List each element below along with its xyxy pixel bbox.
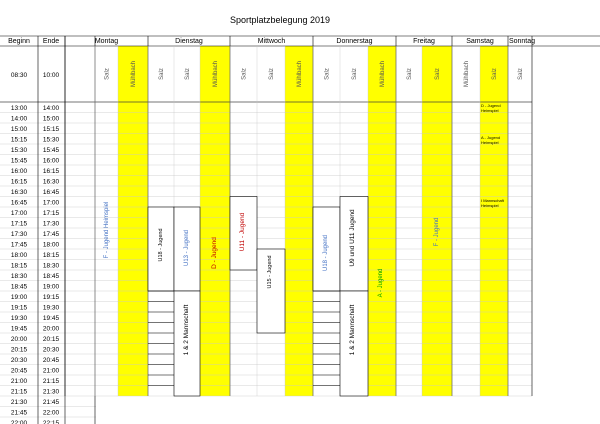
booking-f-jugend-fri: F - Jugend <box>434 217 440 247</box>
time-begin-26: 21:00 <box>10 378 28 385</box>
booking-f-jugend-mon: F - Jugend Heimspiel <box>104 201 110 259</box>
header-day-2: Mittwoch <box>257 38 286 45</box>
time-begin-24: 20:30 <box>10 357 28 364</box>
time-end-7: 16:30 <box>42 178 60 186</box>
time-end-3: 15:30 <box>42 136 60 144</box>
time-begin-3: 15:15 <box>10 136 28 144</box>
time-begin-18: 19:00 <box>10 294 28 301</box>
time-begin-20: 19:30 <box>10 315 28 322</box>
header-day-5: Samstag <box>466 38 494 45</box>
field-label-4: Mühlbach <box>213 60 219 88</box>
time-begin-15: 18:15 <box>10 262 28 270</box>
field-label-14: Salz <box>492 68 498 80</box>
field-label-1: Mühlbach <box>131 60 137 88</box>
field-label-6: Salz <box>269 68 275 80</box>
first-row-ende: 10:00 <box>42 72 60 79</box>
time-begin-4: 15:30 <box>10 147 28 154</box>
booking-u18-thu: U18 - Jugend <box>323 234 329 272</box>
time-end-24: 20:45 <box>42 357 60 364</box>
time-begin-30: 22:00 <box>10 420 28 424</box>
time-end-10: 17:15 <box>42 210 60 217</box>
time-end-9: 17:00 <box>42 199 60 207</box>
time-begin-12: 17:30 <box>10 231 28 238</box>
time-end-28: 21:45 <box>42 399 60 406</box>
header-day-3: Donnerstag <box>336 38 373 45</box>
booking-u18-tue: U18 - Jugend <box>158 228 164 262</box>
booking-mannschaft-tue: 1 & 2 Mannschaft <box>183 304 190 356</box>
time-end-6: 16:15 <box>42 168 60 175</box>
time-begin-29: 21:45 <box>10 409 28 417</box>
header-ende: Ende <box>42 38 60 45</box>
booking-u13-tue: U13 - Jugend <box>184 229 190 267</box>
booking-u15-wed: U15 - Jugend <box>267 255 273 289</box>
booking-d-jugend-sat-line1: D - Jugend <box>481 103 501 108</box>
time-end-19: 19:30 <box>42 304 60 312</box>
field-label-15: Salz <box>518 68 524 80</box>
field-label-9: Salz <box>352 68 358 80</box>
time-begin-19: 19:15 <box>10 304 28 312</box>
time-end-5: 16:00 <box>42 157 60 165</box>
time-end-26: 21:15 <box>42 378 60 385</box>
time-begin-2: 15:00 <box>10 126 28 133</box>
time-begin-22: 20:00 <box>10 336 28 343</box>
time-end-29: 22:00 <box>42 409 60 417</box>
time-end-8: 16:45 <box>42 189 60 196</box>
booking-a-jugend-sat-line1: A - Jugend <box>481 135 501 140</box>
time-begin-28: 21:30 <box>10 399 28 406</box>
time-end-25: 21:00 <box>42 367 60 375</box>
time-end-17: 19:00 <box>42 283 60 291</box>
booking-mannschaft-sat-line1: I Mannschaft <box>481 198 504 203</box>
time-end-21: 20:00 <box>42 325 60 333</box>
field-label-12: Salz <box>435 68 441 80</box>
booking-a-jugend-sat-line2: Heimspiel <box>481 140 499 145</box>
booking-u9-u11-thu: U9 und U11 Jugend <box>349 209 356 267</box>
time-begin-8: 16:30 <box>10 189 28 196</box>
field-label-2: Salz <box>159 68 165 80</box>
time-begin-5: 15:45 <box>10 157 28 165</box>
time-end-18: 19:15 <box>42 294 60 301</box>
time-end-20: 19:45 <box>42 315 60 322</box>
field-label-3: Salz <box>185 68 191 80</box>
time-begin-0: 13:00 <box>10 105 28 112</box>
time-end-0: 14:00 <box>42 105 60 112</box>
booking-d-jugend-tue: D - Jugend <box>211 237 218 269</box>
field-label-10: Mühlbach <box>380 60 386 88</box>
time-end-14: 18:15 <box>42 252 60 259</box>
field-label-8: Salz <box>324 68 331 80</box>
field-label-13: Mühlbach <box>464 60 470 88</box>
first-row-beginn: 08:30 <box>10 72 28 79</box>
time-begin-11: 17:15 <box>10 220 28 228</box>
time-begin-14: 18:00 <box>10 252 28 259</box>
time-begin-21: 19:45 <box>10 325 28 333</box>
time-end-12: 17:45 <box>42 231 60 238</box>
time-begin-13: 17:45 <box>10 241 28 249</box>
time-end-15: 18:30 <box>42 262 60 270</box>
time-end-4: 15:45 <box>42 147 60 154</box>
header-beginn: Beginn <box>8 38 30 45</box>
time-end-27: 21:30 <box>42 388 60 396</box>
booking-d-jugend-sat-line2: Heimspiel <box>481 108 499 113</box>
header-day-6: Sonntag <box>508 38 536 45</box>
time-end-16: 18:45 <box>42 273 60 280</box>
field-label-11: Salz <box>407 68 413 80</box>
booking-a-jugend-thu: A - Jugend <box>378 268 384 298</box>
time-begin-10: 17:00 <box>10 210 28 217</box>
time-end-2: 15:15 <box>42 126 60 133</box>
booking-mannschaft-thu: 1 & 2 Mannschaft <box>349 304 356 356</box>
booking-u11-wed: U11 - Jugend <box>239 212 246 252</box>
time-end-22: 20:15 <box>42 336 60 343</box>
header-day-1: Dienstag <box>175 38 203 45</box>
time-end-30: 22:15 <box>42 420 60 424</box>
time-begin-6: 16:00 <box>10 168 28 175</box>
time-begin-7: 16:15 <box>10 178 28 186</box>
field-label-0: Salz <box>104 68 111 80</box>
time-begin-23: 20:15 <box>10 346 28 354</box>
time-begin-1: 14:00 <box>10 115 28 123</box>
field-label-5: Salz <box>241 68 248 80</box>
time-begin-27: 21:15 <box>10 388 28 396</box>
field-label-7: Mühlbach <box>297 60 303 88</box>
page-title: Sportplatzbelegung 2019 <box>229 15 331 25</box>
header-day-0: Montag <box>94 38 119 45</box>
time-begin-9: 16:45 <box>10 199 28 207</box>
time-end-23: 20:30 <box>42 346 60 354</box>
booking-mannschaft-sat-line2: Heimspiel <box>481 203 499 208</box>
time-begin-25: 20:45 <box>10 367 28 375</box>
time-end-1: 15:00 <box>42 115 60 123</box>
time-begin-17: 18:45 <box>10 283 28 291</box>
time-begin-16: 18:30 <box>10 273 28 280</box>
header-day-4: Freitag <box>413 38 435 45</box>
time-end-13: 18:00 <box>42 241 60 249</box>
time-end-11: 17:30 <box>42 220 60 228</box>
